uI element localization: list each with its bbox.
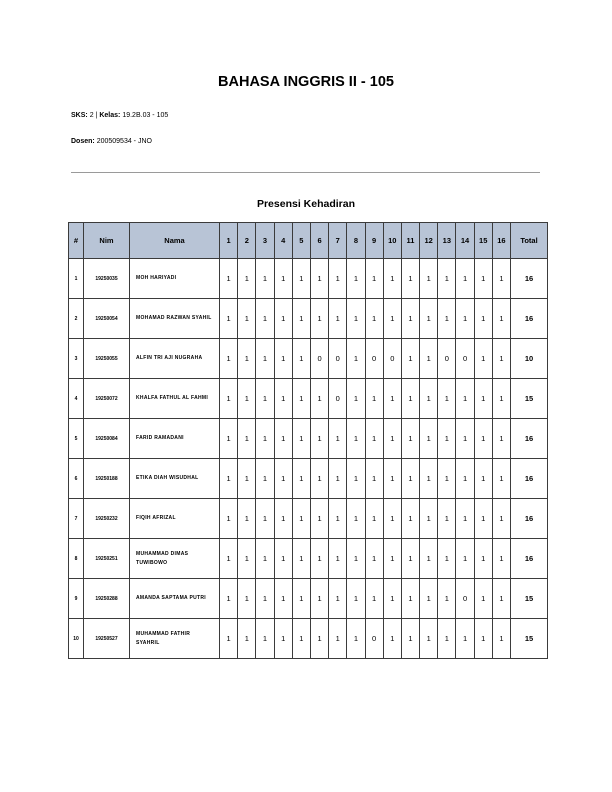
attendance-cell: 1 (365, 259, 383, 299)
attendance-cell: 0 (383, 339, 401, 379)
nim-cell: 19250084 (84, 419, 130, 459)
attendance-cell: 1 (365, 379, 383, 419)
attendance-cell: 1 (492, 499, 510, 539)
attendance-cell: 1 (220, 619, 238, 659)
attendance-cell: 1 (238, 259, 256, 299)
attendance-cell: 1 (438, 499, 456, 539)
attendance-cell: 1 (274, 419, 292, 459)
nim-cell: 19250188 (84, 459, 130, 499)
attendance-cell: 1 (492, 539, 510, 579)
attendance-cell: 1 (256, 459, 274, 499)
attendance-cell: 1 (474, 299, 492, 339)
attendance-cell: 1 (347, 259, 365, 299)
nim-cell: 19250527 (84, 619, 130, 659)
attendance-cell: 1 (456, 379, 474, 419)
attendance-cell: 1 (456, 459, 474, 499)
section-title: Presensi Kehadiran (256, 198, 356, 210)
attendance-cell: 1 (492, 379, 510, 419)
table-row (69, 619, 548, 659)
attendance-cell: 1 (238, 459, 256, 499)
attendance-cell: 1 (492, 259, 510, 299)
nim-cell: 19250251 (84, 539, 130, 579)
row-number-cell: 9 (69, 579, 84, 619)
attendance-cell: 1 (383, 419, 401, 459)
attendance-cell: 1 (365, 499, 383, 539)
attendance-cell: 1 (292, 579, 310, 619)
attendance-cell: 1 (292, 459, 310, 499)
nim-cell: 19250055 (84, 339, 130, 379)
row-number-cell: 5 (69, 419, 84, 459)
attendance-cell: 1 (256, 419, 274, 459)
column-header: 2 (238, 223, 256, 259)
attendance-cell: 0 (456, 339, 474, 379)
attendance-cell: 1 (292, 299, 310, 339)
attendance-cell: 1 (238, 539, 256, 579)
attendance-cell: 1 (420, 619, 438, 659)
attendance-cell: 1 (274, 499, 292, 539)
attendance-cell: 1 (420, 259, 438, 299)
row-number-cell: 1 (69, 259, 84, 299)
row-number-cell: 3 (69, 339, 84, 379)
dosen-label: Dosen (71, 138, 93, 145)
attendance-cell: 1 (220, 379, 238, 419)
attendance-cell: 1 (492, 339, 510, 379)
total-cell: 16 (511, 539, 548, 579)
attendance-cell: 0 (456, 579, 474, 619)
attendance-cell: 1 (220, 299, 238, 339)
attendance-cell: 1 (420, 459, 438, 499)
attendance-cell: 1 (438, 579, 456, 619)
attendance-cell: 0 (329, 339, 347, 379)
attendance-cell: 1 (420, 379, 438, 419)
total-cell: 15 (511, 619, 548, 659)
attendance-cell: 1 (474, 419, 492, 459)
attendance-cell: 1 (438, 299, 456, 339)
attendance-cell: 1 (310, 419, 328, 459)
attendance-cell: 1 (310, 379, 328, 419)
attendance-cell: 1 (383, 459, 401, 499)
attendance-cell: 1 (401, 539, 419, 579)
nama-cell: FIQIH AFRIZAL (130, 499, 220, 539)
attendance-cell: 1 (310, 299, 328, 339)
attendance-cell: 1 (456, 539, 474, 579)
attendance-cell: 1 (256, 259, 274, 299)
attendance-cell: 0 (365, 619, 383, 659)
table-header-row (69, 223, 548, 259)
attendance-cell: 1 (347, 579, 365, 619)
nama-cell: ETIKA DIAH WISUDHAL (130, 459, 220, 499)
attendance-cell: 1 (383, 379, 401, 419)
row-number-cell: 8 (69, 539, 84, 579)
attendance-cell: 1 (310, 459, 328, 499)
attendance-cell: 1 (329, 459, 347, 499)
attendance-cell: 1 (474, 539, 492, 579)
attendance-cell: 1 (329, 259, 347, 299)
column-header: 6 (310, 223, 328, 259)
column-header: Nim (84, 223, 130, 259)
attendance-cell: 1 (238, 339, 256, 379)
attendance-cell: 1 (365, 579, 383, 619)
attendance-cell: 1 (310, 619, 328, 659)
nim-cell: 19250035 (84, 259, 130, 299)
attendance-cell: 1 (292, 419, 310, 459)
total-cell: 16 (511, 299, 548, 339)
attendance-cell: 1 (329, 579, 347, 619)
attendance-cell: 1 (474, 379, 492, 419)
column-header: 14 (456, 223, 474, 259)
attendance-cell: 1 (347, 299, 365, 339)
attendance-cell: 1 (456, 499, 474, 539)
attendance-cell: 1 (329, 499, 347, 539)
attendance-cell: 1 (474, 339, 492, 379)
row-number-cell: 4 (69, 379, 84, 419)
attendance-cell: 1 (474, 259, 492, 299)
attendance-cell: 1 (274, 579, 292, 619)
attendance-cell: 1 (492, 419, 510, 459)
lecturer-info-line: Dosen: 200509534 - JNO (71, 138, 152, 145)
attendance-cell: 1 (420, 579, 438, 619)
total-cell: 10 (511, 339, 548, 379)
attendance-cell: 1 (274, 339, 292, 379)
attendance-cell: 1 (383, 539, 401, 579)
attendance-cell: 1 (256, 299, 274, 339)
attendance-cell: 1 (438, 619, 456, 659)
total-cell: 16 (511, 499, 548, 539)
attendance-cell: 1 (256, 379, 274, 419)
attendance-cell: 1 (292, 259, 310, 299)
attendance-cell: 0 (365, 339, 383, 379)
total-cell: 16 (511, 419, 548, 459)
attendance-cell: 1 (238, 299, 256, 339)
attendance-cell: 1 (365, 299, 383, 339)
attendance-cell: 1 (347, 419, 365, 459)
nama-cell: MOH HARIYADI (130, 259, 220, 299)
attendance-cell: 0 (329, 379, 347, 419)
row-number-cell: 2 (69, 299, 84, 339)
attendance-cell: 1 (238, 499, 256, 539)
attendance-cell: 1 (274, 619, 292, 659)
attendance-cell: 1 (474, 619, 492, 659)
table-row (69, 539, 548, 579)
attendance-cell: 1 (456, 299, 474, 339)
attendance-cell: 1 (401, 259, 419, 299)
attendance-cell: 1 (329, 539, 347, 579)
attendance-cell: 1 (310, 579, 328, 619)
attendance-cell: 1 (292, 499, 310, 539)
sks-label: SKS (71, 112, 86, 119)
column-header: 16 (492, 223, 510, 259)
attendance-cell: 1 (347, 499, 365, 539)
attendance-cell: 1 (274, 539, 292, 579)
table-row (69, 299, 548, 339)
attendance-cell: 1 (220, 339, 238, 379)
attendance-cell: 1 (492, 619, 510, 659)
course-info-line: SKS: 2 | Kelas: 19.2B.03 - 105 (71, 112, 169, 119)
attendance-cell: 1 (401, 579, 419, 619)
divider-line (71, 172, 540, 173)
row-number-cell: 6 (69, 459, 84, 499)
attendance-cell: 1 (274, 379, 292, 419)
attendance-cell: 1 (256, 339, 274, 379)
table-row (69, 379, 548, 419)
kelas-value: 19.2B.03 - 105 (122, 112, 169, 119)
total-cell: 16 (511, 259, 548, 299)
column-header: 12 (420, 223, 438, 259)
attendance-cell: 1 (274, 259, 292, 299)
attendance-cell: 1 (383, 619, 401, 659)
table-row (69, 419, 548, 459)
column-header: 13 (438, 223, 456, 259)
attendance-cell: 1 (347, 459, 365, 499)
attendance-cell: 1 (220, 539, 238, 579)
column-header: 3 (256, 223, 274, 259)
attendance-cell: 1 (401, 459, 419, 499)
attendance-cell: 0 (438, 339, 456, 379)
nama-cell: MUHAMMAD FATHIR SYAHRIL (130, 619, 220, 659)
attendance-cell: 1 (383, 579, 401, 619)
attendance-cell: 1 (220, 499, 238, 539)
attendance-cell: 1 (220, 579, 238, 619)
attendance-cell: 1 (365, 539, 383, 579)
attendance-cell: 1 (420, 539, 438, 579)
column-header: 7 (329, 223, 347, 259)
attendance-cell: 1 (256, 579, 274, 619)
table-row (69, 259, 548, 299)
attendance-cell: 1 (474, 459, 492, 499)
attendance-cell: 1 (292, 339, 310, 379)
attendance-cell: 1 (347, 339, 365, 379)
attendance-cell: 1 (329, 419, 347, 459)
attendance-cell: 1 (292, 379, 310, 419)
total-cell: 16 (511, 459, 548, 499)
nama-cell: MUHAMMAD DIMAS TUWIBOWO (130, 539, 220, 579)
attendance-cell: 1 (420, 299, 438, 339)
column-header: 10 (383, 223, 401, 259)
attendance-cell: 1 (347, 379, 365, 419)
attendance-cell: 1 (256, 499, 274, 539)
attendance-cell: 1 (456, 259, 474, 299)
attendance-cell: 1 (456, 619, 474, 659)
attendance-cell: 1 (401, 619, 419, 659)
nama-cell: KHALFA FATHUL AL FAHMI (130, 379, 220, 419)
column-header: 9 (365, 223, 383, 259)
attendance-cell: 1 (238, 579, 256, 619)
attendance-cell: 1 (438, 379, 456, 419)
attendance-cell: 1 (274, 459, 292, 499)
attendance-cell: 1 (220, 459, 238, 499)
table-body (69, 259, 548, 659)
attendance-cell: 1 (292, 619, 310, 659)
total-cell: 15 (511, 579, 548, 619)
attendance-cell: 1 (438, 419, 456, 459)
attendance-cell: 1 (347, 539, 365, 579)
column-header: Total (511, 223, 548, 259)
attendance-cell: 1 (420, 419, 438, 459)
attendance-cell: 1 (256, 619, 274, 659)
column-header: 11 (401, 223, 419, 259)
attendance-cell: 1 (310, 259, 328, 299)
attendance-cell: 1 (274, 299, 292, 339)
attendance-cell: 1 (238, 619, 256, 659)
attendance-cell: 1 (256, 539, 274, 579)
kelas-label: Kelas (99, 112, 119, 119)
attendance-cell: 1 (365, 419, 383, 459)
total-cell: 15 (511, 379, 548, 419)
attendance-cell: 1 (420, 339, 438, 379)
attendance-cell: 1 (329, 619, 347, 659)
attendance-table (68, 222, 548, 659)
attendance-cell: 1 (347, 619, 365, 659)
attendance-cell: 1 (438, 259, 456, 299)
attendance-cell: 1 (383, 259, 401, 299)
attendance-cell: 1 (401, 339, 419, 379)
attendance-cell: 1 (238, 419, 256, 459)
column-header: 15 (474, 223, 492, 259)
nama-cell: MOHAMAD RAZWAN SYAHIL (130, 299, 220, 339)
attendance-cell: 1 (383, 499, 401, 539)
nim-cell: 19250054 (84, 299, 130, 339)
attendance-cell: 1 (492, 459, 510, 499)
attendance-cell: 1 (310, 499, 328, 539)
attendance-cell: 1 (492, 299, 510, 339)
attendance-cell: 1 (456, 419, 474, 459)
attendance-cell: 1 (292, 539, 310, 579)
attendance-cell: 1 (438, 459, 456, 499)
attendance-cell: 1 (401, 379, 419, 419)
page-title: BAHASA INGGRIS II - 105 (218, 74, 394, 90)
attendance-cell: 1 (310, 539, 328, 579)
attendance-cell: 1 (492, 579, 510, 619)
attendance-cell: 1 (329, 299, 347, 339)
nim-cell: 19250232 (84, 499, 130, 539)
attendance-cell: 1 (420, 499, 438, 539)
nim-cell: 19250072 (84, 379, 130, 419)
attendance-cell: 1 (220, 259, 238, 299)
column-header: 1 (220, 223, 238, 259)
sks-value: 2 (89, 112, 94, 119)
column-header: 8 (347, 223, 365, 259)
attendance-cell: 1 (365, 459, 383, 499)
attendance-cell: 1 (474, 499, 492, 539)
nama-cell: ALFIN TRI AJI NUGRAHA (130, 339, 220, 379)
nim-cell: 19250288 (84, 579, 130, 619)
row-number-cell: 7 (69, 499, 84, 539)
table-row (69, 459, 548, 499)
attendance-cell: 1 (474, 579, 492, 619)
info-separator: | (95, 112, 98, 119)
table-row (69, 339, 548, 379)
attendance-cell: 1 (220, 419, 238, 459)
column-header: 5 (292, 223, 310, 259)
nama-cell: FARID RAMADANI (130, 419, 220, 459)
attendance-cell: 1 (438, 539, 456, 579)
column-header: 4 (274, 223, 292, 259)
table-row (69, 499, 548, 539)
attendance-cell: 1 (401, 499, 419, 539)
nama-cell: AMANDA SAPTAMA PUTRI (130, 579, 220, 619)
row-number-cell: 10 (69, 619, 84, 659)
attendance-cell: 1 (238, 379, 256, 419)
attendance-cell: 1 (401, 299, 419, 339)
column-header: # (69, 223, 84, 259)
table-row (69, 579, 548, 619)
attendance-cell: 1 (401, 419, 419, 459)
attendance-cell: 0 (310, 339, 328, 379)
dosen-value: 200509534 - JNO (96, 138, 152, 145)
attendance-cell: 1 (383, 299, 401, 339)
column-header: Nama (130, 223, 220, 259)
